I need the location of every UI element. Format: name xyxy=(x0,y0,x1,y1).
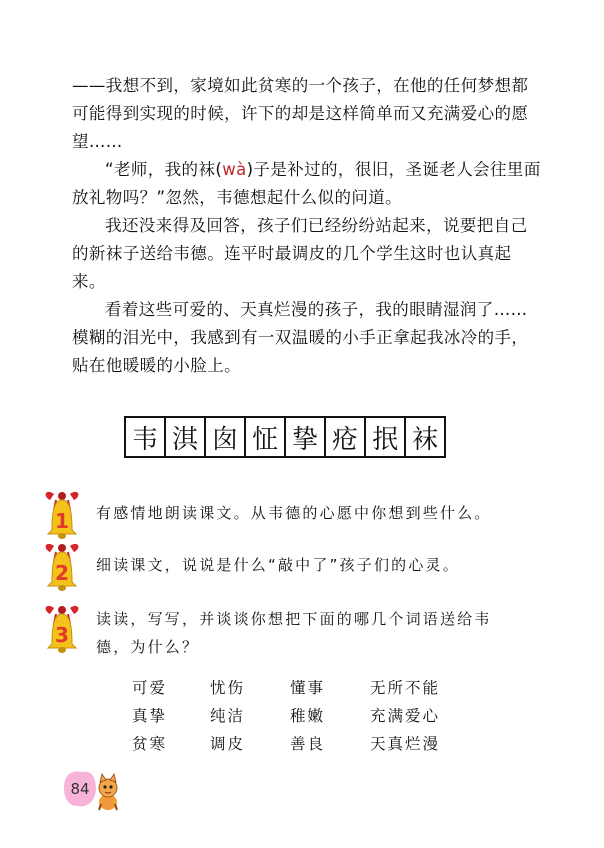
cat-mascot-icon xyxy=(99,774,117,810)
word: 充满爱心 xyxy=(370,707,441,725)
word: 善良 xyxy=(290,735,326,753)
paragraph-text: ——我想不到，家境如此贫寒的一个孩子，在他的任何梦想都可能得到实现的时候，许下的却是这样简单而又充满爱心的愿望…… xyxy=(72,76,529,151)
character-cell: 怔 xyxy=(246,418,286,456)
word: 纯洁 xyxy=(210,707,246,725)
exercise-text: 细读课文，说说是什么“敲中了”孩子们的心灵。 xyxy=(96,556,460,574)
bell-icon xyxy=(40,536,94,592)
exercise-number: 1 xyxy=(55,509,69,533)
word: 真挚 xyxy=(132,707,168,725)
paragraph-2 xyxy=(72,156,542,212)
exercise-number: 2 xyxy=(55,561,69,585)
exercise-number: 3 xyxy=(55,623,69,647)
bell-icon xyxy=(40,598,94,654)
exercise-text: 读读，写写，并谈谈你想把下面的哪几个词语送给韦 xyxy=(96,610,492,628)
word: 贫寒 xyxy=(132,735,168,753)
word: 无所不能 xyxy=(370,679,441,697)
paragraph-text: 我还没来得及回答，孩子们已经纷纷站起来，说要把自己的新袜子送给韦德。连平时最调皮的几个学生这时也认真起来。 xyxy=(72,216,528,291)
word-list xyxy=(132,676,492,756)
exercise-text: 德，为什么？ xyxy=(96,638,200,656)
page-number: 84 xyxy=(70,780,90,798)
exercise-text: 有感情地朗读课文。从韦德的心愿中你想到些什么。 xyxy=(96,504,492,522)
character-cell: 挚 xyxy=(286,418,326,456)
word: 稚嫩 xyxy=(290,707,326,725)
new-characters-strip xyxy=(124,416,446,458)
character-cell: 抿 xyxy=(366,418,406,456)
paragraph-4 xyxy=(72,296,542,380)
word: 天真烂漫 xyxy=(370,735,441,753)
character-cell: 袜 xyxy=(411,424,438,455)
paragraph-text xyxy=(72,156,542,212)
word: 可爱 xyxy=(132,679,168,697)
page-number-badge xyxy=(60,764,124,814)
word: 调皮 xyxy=(210,735,246,753)
paragraph-text: 看着这些可爱的、天真烂漫的孩子，我的眼睛湿润了……模糊的泪光中，我感到有一双温暖的小手正拿起我冰冷的手，贴在他暖暖的小脸上。 xyxy=(72,300,529,375)
bell-icon xyxy=(40,484,94,540)
character-cell: 疮 xyxy=(326,418,366,456)
character-cell: 囱 xyxy=(206,418,246,456)
character-cell: 淇 xyxy=(166,418,206,456)
text-segment: “老师，我的袜( xyxy=(105,160,223,179)
word: 懂事 xyxy=(290,679,326,697)
character-cell: 韦 xyxy=(126,418,166,456)
paragraph-1 xyxy=(72,72,542,156)
word: 忧伤 xyxy=(210,679,246,697)
text-segment: )子是补过的，很旧，圣诞老人会往里面放礼物吗？”忽然，韦德想起什么似的问道。 xyxy=(72,160,541,207)
paragraph-3 xyxy=(72,212,542,296)
pinyin-annotation: wà xyxy=(222,160,247,179)
